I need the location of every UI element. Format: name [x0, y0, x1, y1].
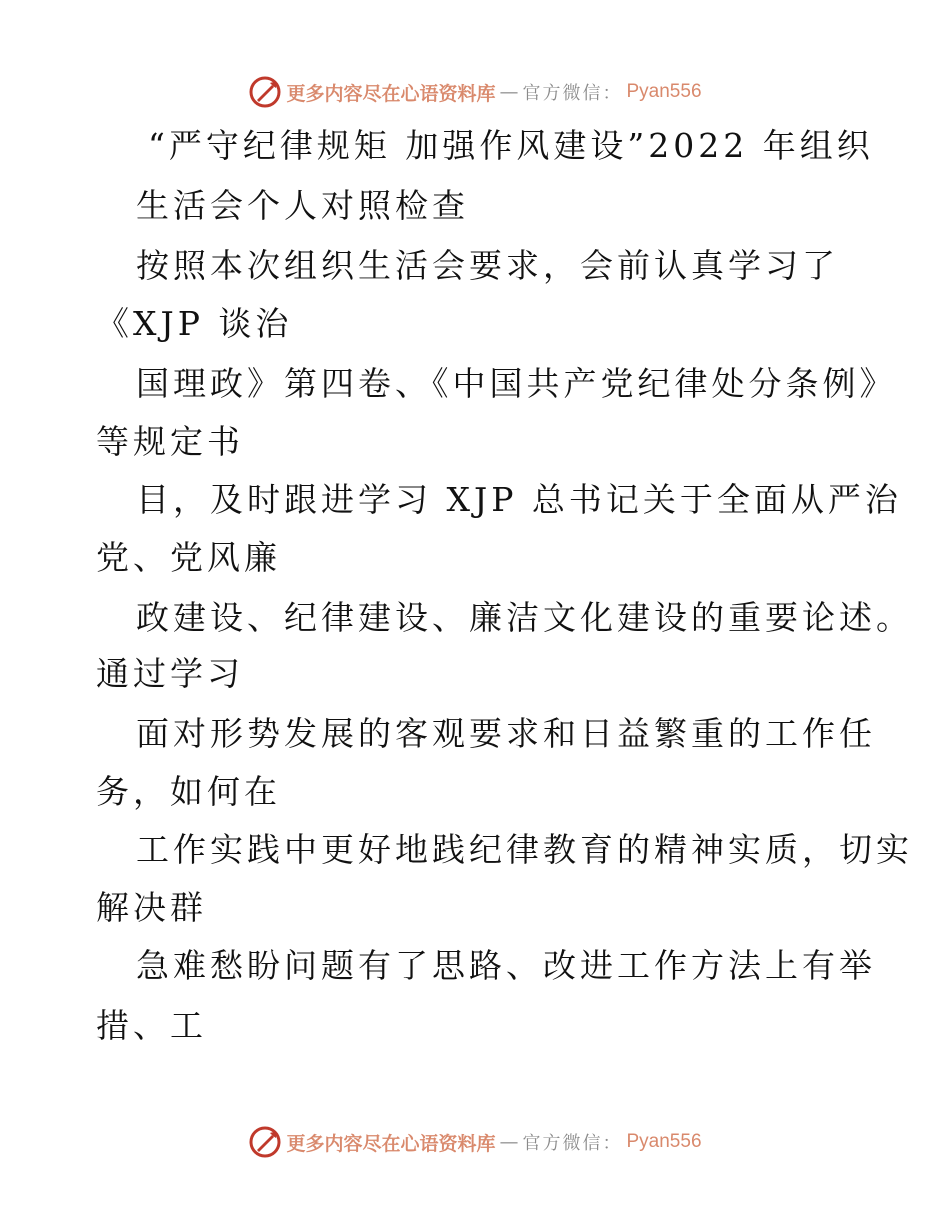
doc-text-line: 目，及时跟进学习 XJP 总书记关于全面从严治 — [136, 480, 902, 519]
doc-text-line: 措、工 — [96, 1006, 207, 1045]
watermark-wechat-label: 官方微信： — [522, 1133, 623, 1154]
quill-logo-icon — [248, 1125, 282, 1159]
quill-logo-icon — [248, 75, 282, 109]
watermark-separator: — — [499, 81, 519, 103]
doc-text-line: 急难愁盼问题有了思路、改进工作方法上有举 — [136, 946, 876, 985]
doc-text-line: 国理政》第四卷、《中国共产党纪律处分条例》 — [136, 364, 897, 403]
watermark-site-name: 更多内容尽在心语资料库 — [286, 1132, 496, 1155]
watermark-separator: — — [499, 1131, 519, 1153]
doc-text-line: 通过学习 — [96, 654, 244, 693]
doc-title-line-1: “严守纪律规矩 加强作风建设”2022 年组织 — [148, 126, 874, 165]
doc-text-line: 解决群 — [96, 888, 207, 927]
watermark-site-name: 更多内容尽在心语资料库 — [286, 82, 496, 105]
doc-title-line-2: 生活会个人对照检查 — [136, 186, 469, 225]
doc-text-line: 党、党风廉 — [96, 538, 281, 577]
watermark-account: Pyan556 — [626, 81, 702, 102]
header-watermark — [0, 72, 950, 112]
doc-text-line: 等规定书 — [96, 422, 244, 461]
doc-text-line: 按照本次组织生活会要求，会前认真学习了 — [136, 246, 839, 285]
watermark-wechat-label: 官方微信： — [522, 83, 623, 104]
watermark-account: Pyan556 — [626, 1131, 702, 1152]
footer-watermark — [0, 1122, 950, 1162]
doc-text-line: 《XJP 谈治 — [96, 304, 293, 343]
doc-text-line: 工作实践中更好地践纪律教育的精神实质，切实 — [136, 830, 913, 869]
doc-text-line: 面对形势发展的客观要求和日益繁重的工作任 — [136, 714, 876, 753]
doc-text-line: 务，如何在 — [96, 772, 281, 811]
doc-text-line: 政建设、纪律建设、廉洁文化建设的重要论述。 — [136, 598, 913, 637]
